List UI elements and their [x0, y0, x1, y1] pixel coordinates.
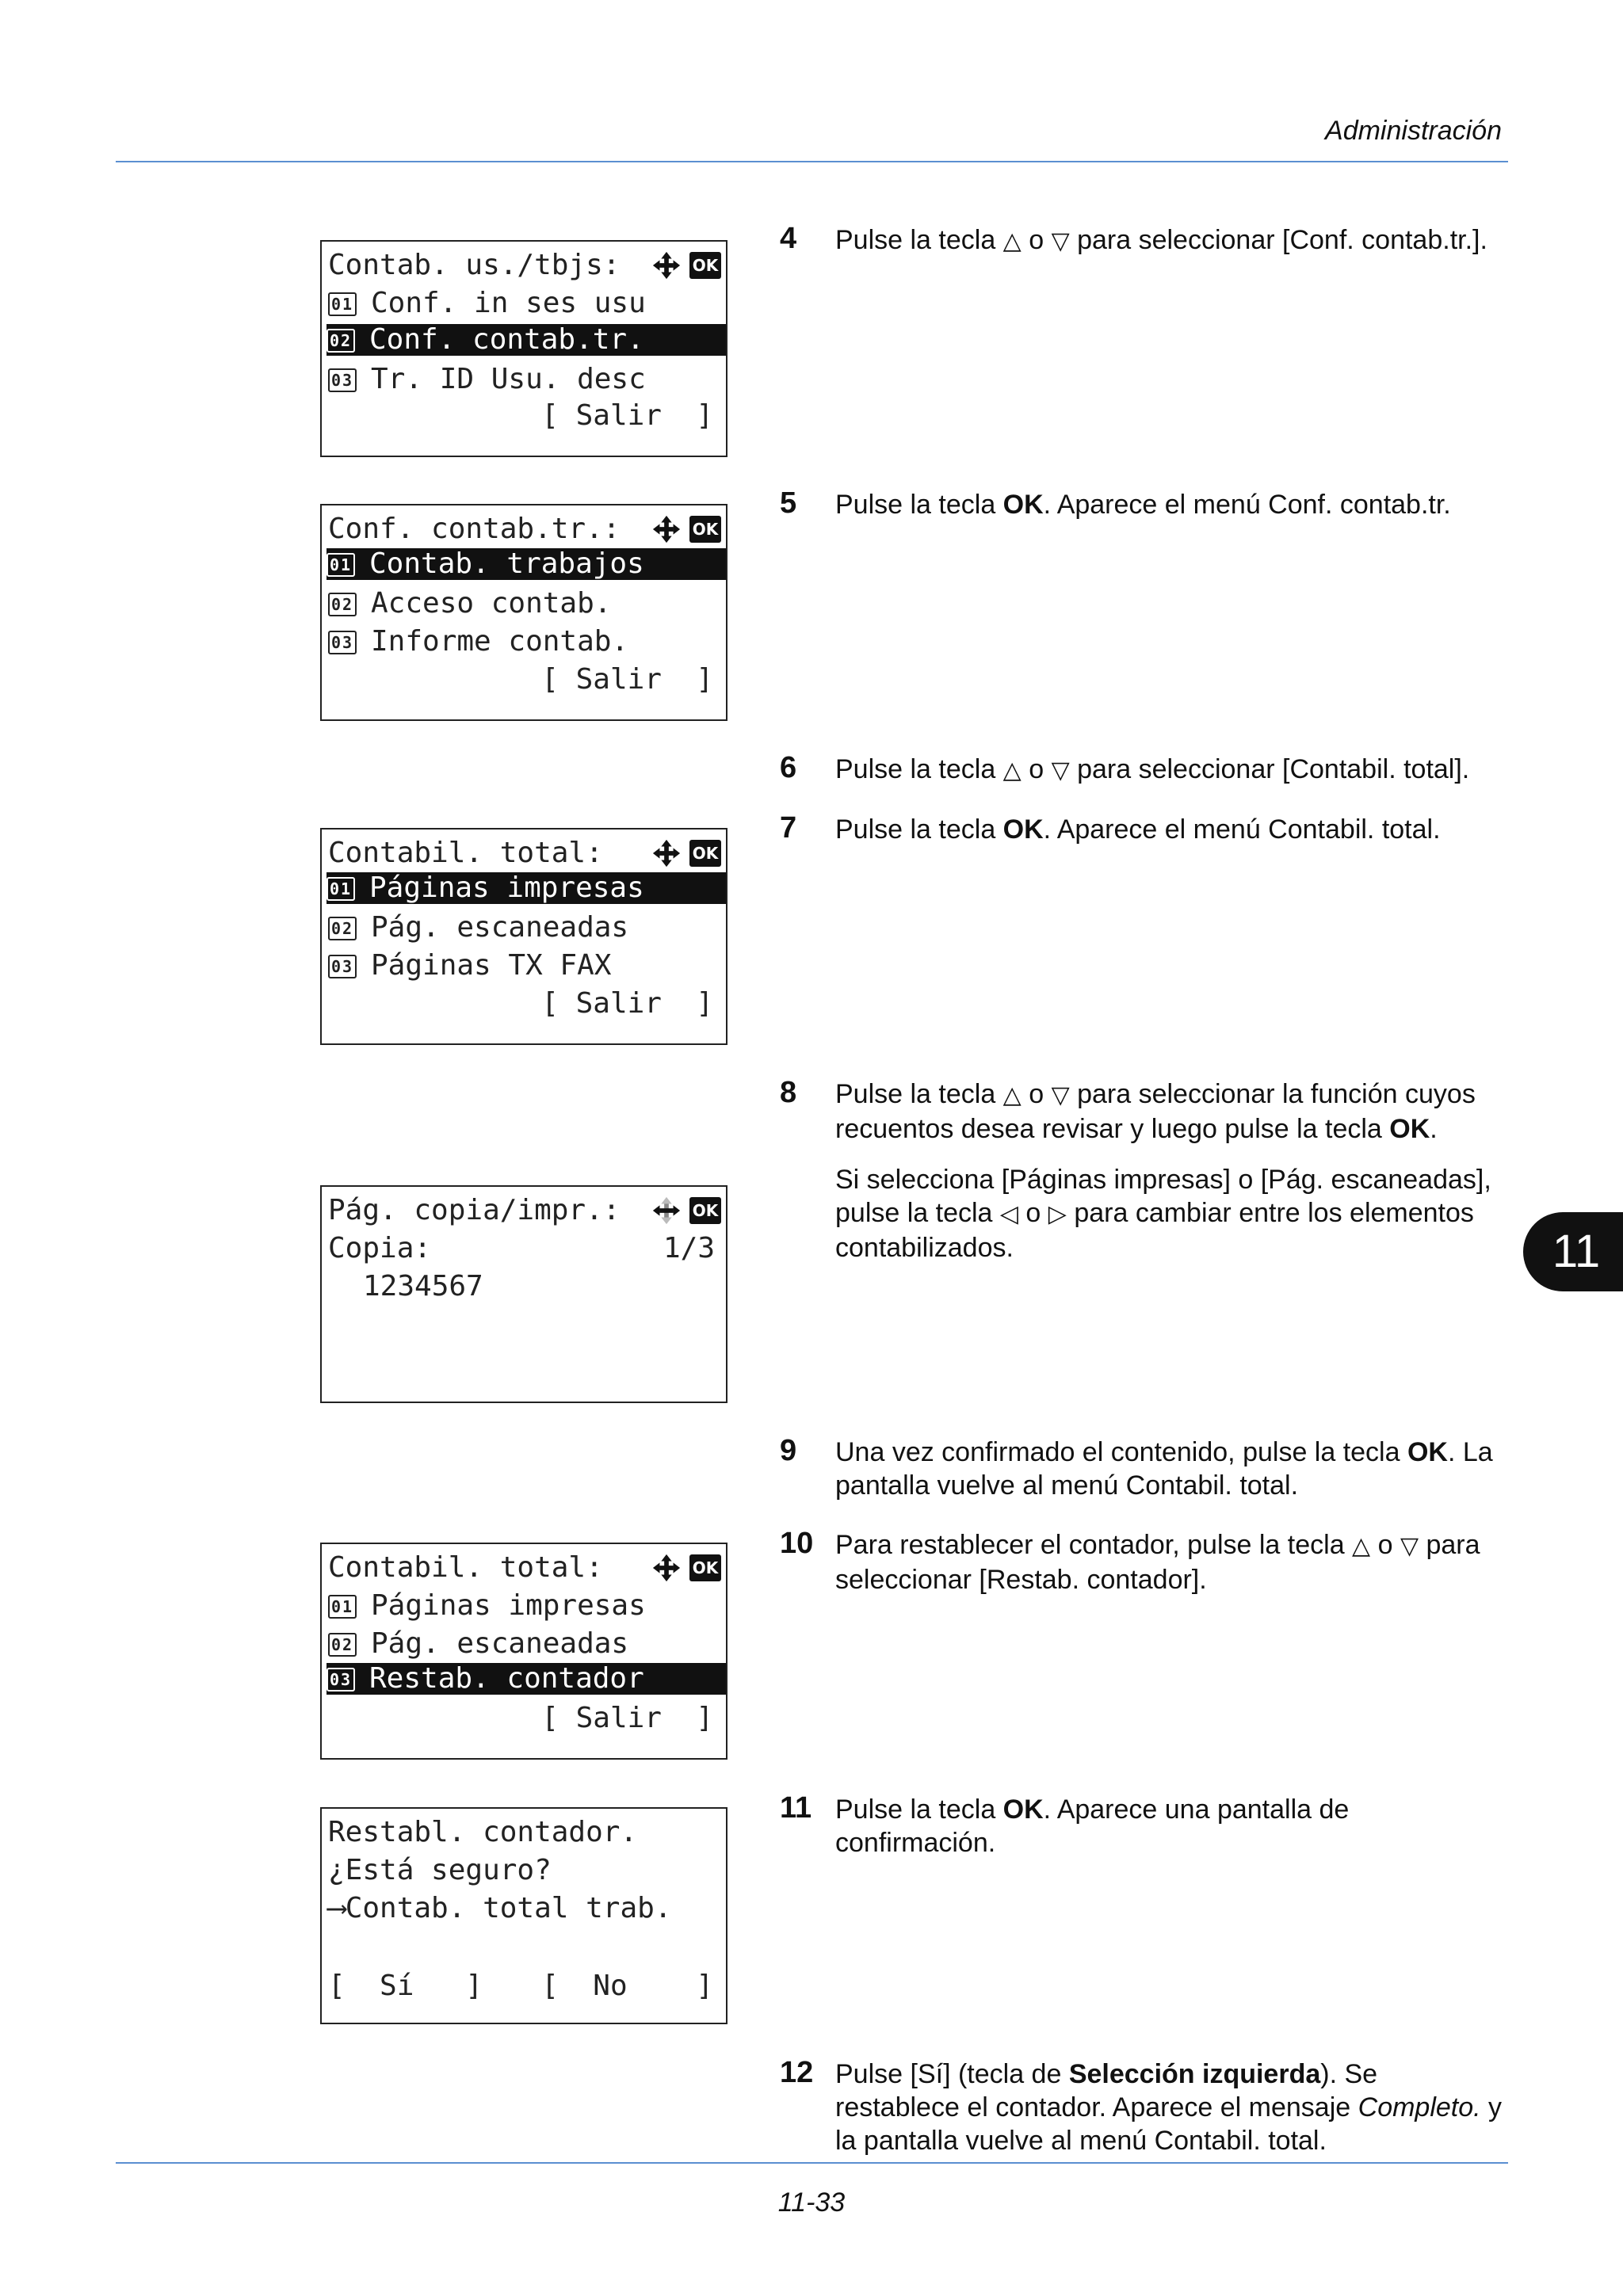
panel-title: Contabil. total:: [328, 1551, 603, 1584]
step-10: [780, 1528, 1509, 1596]
panel-title-icons: [651, 250, 721, 281]
step-number: 9: [780, 1434, 797, 1467]
panel-title: Contabil. total:: [328, 837, 603, 869]
item-number-icon: 03: [328, 631, 357, 654]
item-number-icon: 03: [328, 955, 357, 978]
exit-softkey-label: [ Salir ]: [541, 399, 713, 432]
menu-item: 02 Acceso contab.: [328, 588, 726, 620]
up-arrow-key-icon: △: [1002, 757, 1022, 784]
step-7: [780, 813, 1509, 846]
step-number: 5: [780, 486, 797, 520]
step-number: 4: [780, 222, 797, 255]
step-text: Pulse la tecla △ o ▽ para seleccionar [Conf. contab.tr.].: [835, 225, 1487, 255]
step-text: Pulse [Sí] (tecla de Selección izquierda). Se restablece el contador. Aparece el mensaje Completo. y la pantalla vuelve al menú Contabil. total.: [835, 2059, 1503, 2156]
down-arrow-key-icon: ▽: [1051, 228, 1070, 254]
ok-key-icon: OK: [689, 516, 721, 543]
menu-item-selected: 03 Restab. contador: [327, 1663, 726, 1695]
menu-item-selected: 01 Contab. trabajos: [327, 548, 726, 580]
menu-item: 02 Pág. escaneadas: [328, 912, 726, 944]
right-arrow-key-icon: ▷: [1048, 1201, 1067, 1227]
ok-key-icon: OK: [689, 840, 721, 867]
step-12: [780, 2058, 1509, 2157]
step-text: Pulse la tecla OK. Aparece el menú Contabil. total.: [835, 814, 1441, 845]
exit-softkey-label: [ Salir ]: [541, 663, 713, 696]
menu-item: 01 Conf. in ses usu: [328, 288, 726, 319]
menu-item: 03 Informe contab.: [328, 626, 726, 658]
step-text: Pulse la tecla △ o ▽ para seleccionar [Contabil. total].: [835, 754, 1470, 784]
chapter-tab: 11: [1523, 1212, 1623, 1291]
menu-item: 02 Pág. escaneadas: [328, 1628, 726, 1660]
four-way-arrow-icon: [651, 1196, 682, 1226]
no-softkey-label: [ No ]: [541, 1970, 713, 2002]
step-number: 10: [780, 1527, 814, 1560]
item-number-icon: 02: [328, 917, 357, 940]
menu-item-selected: 02 Conf. contab.tr.: [327, 324, 726, 356]
step-number: 12: [780, 2056, 814, 2089]
item-number-icon: 01: [327, 553, 355, 577]
copy-count-label: Copia:: [328, 1232, 432, 1264]
page-indicator: 1/3: [663, 1232, 715, 1264]
yes-softkey-label: [ Sí ]: [328, 1970, 483, 2002]
step-5: [780, 488, 1509, 521]
step-text: Pulse la tecla OK. Aparece una pantalla de confirmación.: [835, 1794, 1350, 1858]
up-arrow-key-icon: △: [1002, 228, 1022, 254]
header-rule: [116, 161, 1508, 162]
lcd-panel-user-job-accounting: [320, 240, 727, 457]
item-number-icon: 01: [328, 292, 357, 316]
item-number-icon: 03: [328, 368, 357, 392]
lcd-panel-total-accounting-reset: [320, 1543, 727, 1760]
menu-item: 03 Tr. ID Usu. desc: [328, 364, 726, 395]
down-arrow-key-icon: ▽: [1400, 1533, 1419, 1559]
panel-title-icons: [651, 1195, 721, 1226]
exit-softkey-label: [ Salir ]: [541, 1702, 713, 1734]
ok-key-icon: OK: [689, 252, 721, 279]
step-9: [780, 1436, 1509, 1502]
step-4: [780, 223, 1509, 258]
lcd-panel-copy-print-pages: [320, 1185, 727, 1403]
step-text: Para restablecer el contador, pulse la tecla △ o ▽ para seleccionar [Restab. contador].: [835, 1530, 1480, 1595]
menu-item: 03 Páginas TX FAX: [328, 950, 726, 982]
four-way-arrow-icon: [651, 1553, 682, 1583]
header-title: Administración: [1325, 116, 1502, 146]
step-text: Pulse la tecla OK. Aparece el menú Conf. contab.tr.: [835, 490, 1451, 520]
step-11: [780, 1793, 1509, 1859]
item-number-icon: 01: [327, 877, 355, 901]
item-number-icon: 02: [328, 1633, 357, 1657]
step-number: 8: [780, 1076, 797, 1109]
menu-item-selected: 01 Páginas impresas: [327, 872, 726, 904]
lcd-panel-job-accounting-settings: [320, 504, 727, 721]
four-way-arrow-icon: [651, 250, 682, 280]
panel-title-icons: [651, 837, 721, 869]
four-way-arrow-icon: [651, 514, 682, 544]
confirm-title: Restabl. contador.: [328, 1816, 638, 1848]
footer-rule: [116, 2162, 1508, 2164]
step-number: 6: [780, 751, 797, 784]
step-number: 7: [780, 811, 797, 845]
confirm-question: ¿Está seguro?: [328, 1854, 552, 1886]
down-arrow-key-icon: ▽: [1051, 757, 1070, 784]
step-6: [780, 753, 1509, 788]
panel-title: Pág. copia/impr.:: [328, 1194, 621, 1226]
step-text: Una vez confirmado el contenido, pulse la tecla OK. La pantalla vuelve al menú Contabil. total.: [835, 1437, 1493, 1501]
step-8: [780, 1077, 1509, 1264]
item-number-icon: 02: [327, 329, 355, 353]
down-arrow-key-icon: ▽: [1051, 1082, 1070, 1108]
step-note: Si selecciona [Páginas impresas] o [Pág. escaneadas], pulse la tecla ◁ o ▷ para cambiar entre los elementos contabilizados.: [835, 1165, 1491, 1263]
left-arrow-key-icon: ◁: [999, 1201, 1018, 1227]
up-arrow-key-icon: △: [1352, 1533, 1371, 1559]
menu-item: 01 Páginas impresas: [328, 1590, 726, 1622]
lcd-panel-total-accounting: [320, 828, 727, 1045]
exit-softkey-label: [ Salir ]: [541, 987, 713, 1020]
item-number-icon: 03: [327, 1668, 355, 1691]
up-arrow-key-icon: △: [1002, 1082, 1022, 1108]
arrow-right-icon: ⟶: [328, 1892, 346, 1924]
ok-key-icon: OK: [689, 1197, 721, 1224]
step-text: Pulse la tecla △ o ▽ para seleccionar la función cuyos recuentos desea revisar y luego pulse la tecla OK.: [835, 1079, 1476, 1144]
page-number: 11-33: [777, 2187, 846, 2218]
panel-title: Conf. contab.tr.:: [328, 513, 621, 545]
step-number: 11: [780, 1791, 812, 1825]
ok-key-icon: OK: [689, 1554, 721, 1581]
item-number-icon: 02: [328, 593, 357, 616]
panel-title-icons: [651, 513, 721, 545]
panel-title: Contab. us./tbjs:: [328, 249, 621, 281]
confirm-target: ⟶Contab. total trab.: [328, 1892, 672, 1924]
counter-value: 1234567: [363, 1270, 483, 1302]
item-number-icon: 01: [328, 1595, 357, 1619]
panel-title-icons: [651, 1552, 721, 1584]
four-way-arrow-icon: [651, 838, 682, 868]
lcd-panel-reset-confirmation: [320, 1807, 727, 2024]
